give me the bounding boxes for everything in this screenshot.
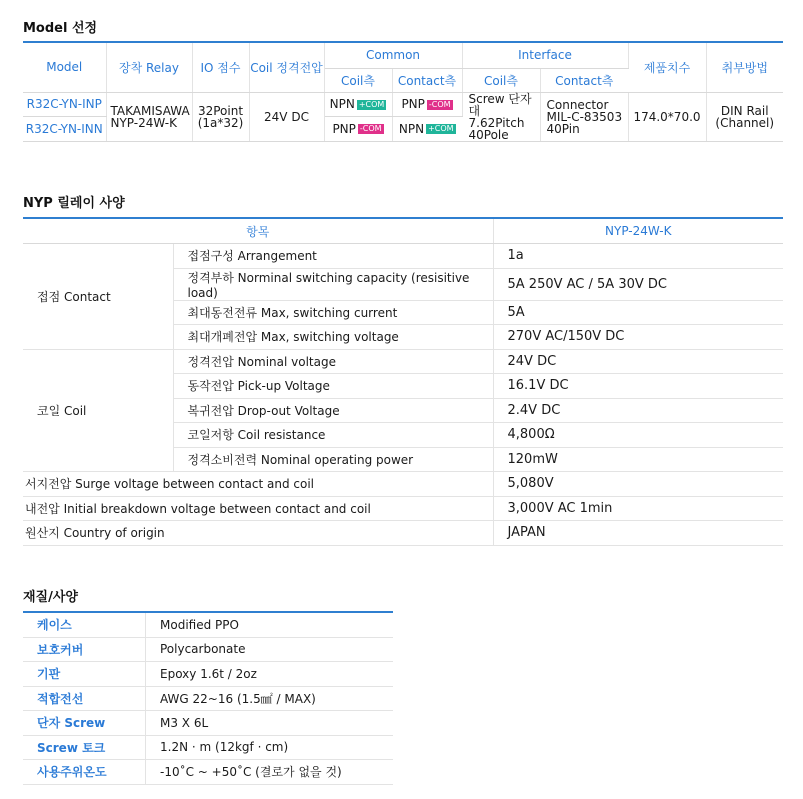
spec-item: 내전압 Initial breakdown voltage between contact and coil <box>23 496 493 521</box>
table-row <box>23 496 783 521</box>
material-value: -10˚C ~ +50˚C (결로가 없을 것) <box>146 760 394 785</box>
spec-item: 정격소비전력 Nominal operating power <box>173 447 493 472</box>
spec-item: 접점구성 Arrangement <box>173 244 493 269</box>
header-model: Model <box>23 42 106 92</box>
material-table <box>23 611 393 785</box>
header-common: Common <box>324 42 462 68</box>
spec-header-item: 항목 <box>23 218 493 244</box>
header-size: 제품치수 <box>628 42 706 92</box>
model-link[interactable]: R32C-YN-INP <box>23 92 106 117</box>
spec-group-coil: 코일 Coil <box>23 349 173 472</box>
material-value: AWG 22~16 (1.5㎟ / MAX) <box>146 686 394 711</box>
material-section-title: 재질/사양 <box>23 590 78 605</box>
material-key: Screw 토크 <box>23 735 146 760</box>
material-key: 적합전선 <box>23 686 146 711</box>
model-table <box>23 41 783 142</box>
spec-item: 코일저항 Coil resistance <box>173 423 493 448</box>
relay-cell: TAKAMISAWA NYP-24W-K <box>106 92 192 141</box>
spec-value: JAPAN <box>493 521 783 546</box>
table-row <box>23 612 393 637</box>
iface-coil-cell: Screw 단자대 7.62Pitch 40Pole <box>462 92 540 141</box>
material-value: Polycarbonate <box>146 637 394 662</box>
header-io: IO 점수 <box>192 42 249 92</box>
header-relay: 장착 Relay <box>106 42 192 92</box>
common-coil-cell: PNP -COM <box>324 117 392 142</box>
table-row <box>23 349 783 374</box>
header-common-coil: Coil측 <box>324 68 392 92</box>
coil-voltage-cell: 24V DC <box>249 92 324 141</box>
table-row <box>23 662 393 687</box>
header-iface-contact: Contact측 <box>540 68 628 92</box>
material-key: 단자 Screw <box>23 711 146 736</box>
spec-item: 복귀전압 Drop-out Voltage <box>173 398 493 423</box>
table-row <box>23 472 783 497</box>
spec-value: 1a <box>493 244 783 269</box>
spec-value: 5A <box>493 300 783 325</box>
spec-group-contact: 접점 Contact <box>23 244 173 350</box>
header-mounting: 취부방법 <box>706 42 783 92</box>
model-section-title: Model 선정 <box>23 21 98 36</box>
spec-item: 최대개폐전압 Max, switching voltage <box>173 325 493 350</box>
spec-item: 원산지 Country of origin <box>23 521 493 546</box>
iface-contact-cell: Connector MIL-C-83503 40Pin <box>540 92 628 141</box>
spec-item: 동작전압 Pick-up Voltage <box>173 374 493 399</box>
material-key: 기판 <box>23 662 146 687</box>
spec-item: 최대동전전류 Max, switching current <box>173 300 493 325</box>
material-key: 케이스 <box>23 612 146 637</box>
table-row <box>23 244 783 269</box>
common-contact-cell: PNP -COM <box>392 92 462 117</box>
spec-value: 5,080V <box>493 472 783 497</box>
spec-item: 정격전압 Nominal voltage <box>173 349 493 374</box>
header-common-contact: Contact측 <box>392 68 462 92</box>
material-value: 1.2N · m (12kgf · cm) <box>146 735 394 760</box>
spec-value: 2.4V DC <box>493 398 783 423</box>
table-row <box>23 92 783 117</box>
spec-value: 4,800Ω <box>493 423 783 448</box>
material-value: Modified PPO <box>146 612 394 637</box>
spec-table <box>23 217 783 546</box>
spec-section-title: NYP 릴레이 사양 <box>23 196 125 211</box>
com-badge: -COM <box>359 124 382 134</box>
common-contact-cell: NPN +COM <box>392 117 462 142</box>
common-coil-cell: NPN +COM <box>324 92 392 117</box>
material-value: Epoxy 1.6t / 2oz <box>146 662 394 687</box>
table-row <box>23 760 393 785</box>
spec-value: 120mW <box>493 447 783 472</box>
com-badge: +COM <box>428 124 454 134</box>
header-coil-voltage: Coil 정격전압 <box>249 42 324 92</box>
table-row <box>23 637 393 662</box>
spec-header-value: NYP-24W-K <box>493 218 783 244</box>
material-value: M3 X 6L <box>146 711 394 736</box>
header-interface: Interface <box>462 42 628 68</box>
model-link[interactable]: R32C-YN-INN <box>23 117 106 142</box>
material-key: 사용주위온도 <box>23 760 146 785</box>
spec-value: 16.1V DC <box>493 374 783 399</box>
spec-value: 3,000V AC 1min <box>493 496 783 521</box>
spec-item: 서지전압 Surge voltage between contact and coil <box>23 472 493 497</box>
spec-item: 정격부하 Norminal switching capacity (resisitive load) <box>173 268 493 300</box>
io-cell: 32Point (1a*32) <box>192 92 249 141</box>
table-row <box>23 735 393 760</box>
com-badge: +COM <box>358 99 385 109</box>
mounting-cell: DIN Rail (Channel) <box>706 92 783 141</box>
spec-value: 270V AC/150V DC <box>493 325 783 350</box>
table-row <box>23 711 393 736</box>
com-badge: -COM <box>428 99 451 109</box>
spec-value: 5A 250V AC / 5A 30V DC <box>493 268 783 300</box>
spec-value: 24V DC <box>493 349 783 374</box>
size-cell: 174.0*70.0 <box>628 92 706 141</box>
table-row <box>23 686 393 711</box>
header-iface-coil: Coil측 <box>462 68 540 92</box>
table-row <box>23 521 783 546</box>
material-key: 보호커버 <box>23 637 146 662</box>
